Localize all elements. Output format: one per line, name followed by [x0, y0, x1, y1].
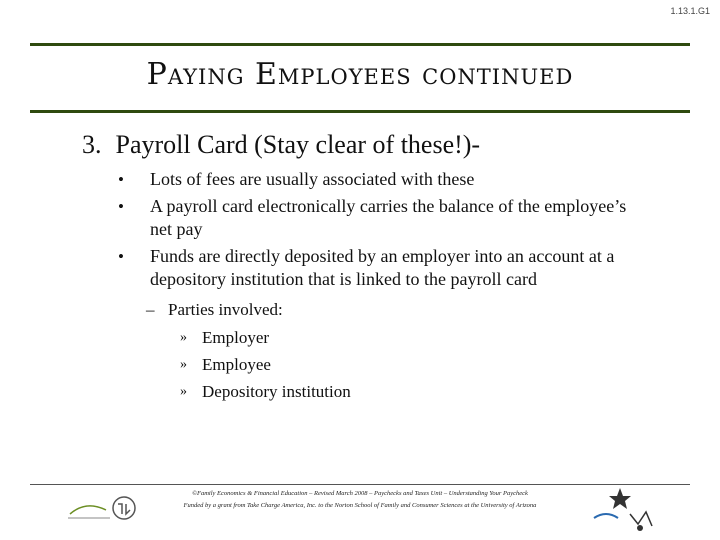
take-charge-america-logo [66, 492, 136, 522]
bullet-list [82, 168, 702, 291]
bullet-text: Lots of fees are usually associated with these [150, 169, 475, 189]
point-number: 3. [82, 130, 102, 159]
double-chevron-icon: » [180, 357, 187, 372]
double-chevron-icon: » [180, 384, 187, 399]
slide-code: 1.13.1.G1 [670, 6, 710, 16]
bullet-item [118, 195, 702, 241]
bullet-icon: • [118, 247, 124, 266]
bullet-text: A payroll card electronically carries the balance of the employee’s net pay [150, 196, 627, 239]
title-rule-bottom [30, 110, 690, 113]
footer-credits [140, 488, 580, 512]
sub-point [146, 299, 702, 405]
sub-sub-item [180, 378, 702, 405]
point-heading-text: Payroll Card (Stay clear of these!)- [115, 130, 481, 159]
double-chevron-icon: » [180, 330, 187, 345]
footer-funding: Funded by a grant from Take Charge America, Inc. to the Norton School of Family and Consumer Sciences at the University of Arizona [183, 502, 537, 509]
bullet-item [118, 245, 702, 291]
sub-sub-item-text: Employee [202, 355, 271, 374]
dash-icon: – [146, 300, 155, 319]
footer-copyright: ©Family Economics & Financial Education – Revised March 2008 – Paychecks and Taxes Unit – Understanding Your Paycheck [192, 490, 528, 497]
bullet-item [118, 168, 702, 191]
university-of-arizona-logo [590, 484, 660, 534]
slide-title: Paying Employees continued [146, 57, 574, 92]
point-heading [82, 128, 702, 162]
sub-sub-item-text: Depository institution [202, 382, 351, 401]
sub-sub-item [180, 324, 702, 351]
sub-point-text: Parties involved: [168, 300, 283, 319]
bullet-text: Funds are directly deposited by an employer into an account at a depository institution that is linked to the payroll card [150, 246, 615, 289]
sub-sub-item-text: Employer [202, 328, 270, 347]
bullet-icon: • [118, 170, 124, 189]
sub-sub-item [180, 351, 702, 378]
slide-content [82, 128, 702, 405]
bullet-icon: • [118, 197, 124, 216]
sub-sub-list [180, 324, 702, 405]
